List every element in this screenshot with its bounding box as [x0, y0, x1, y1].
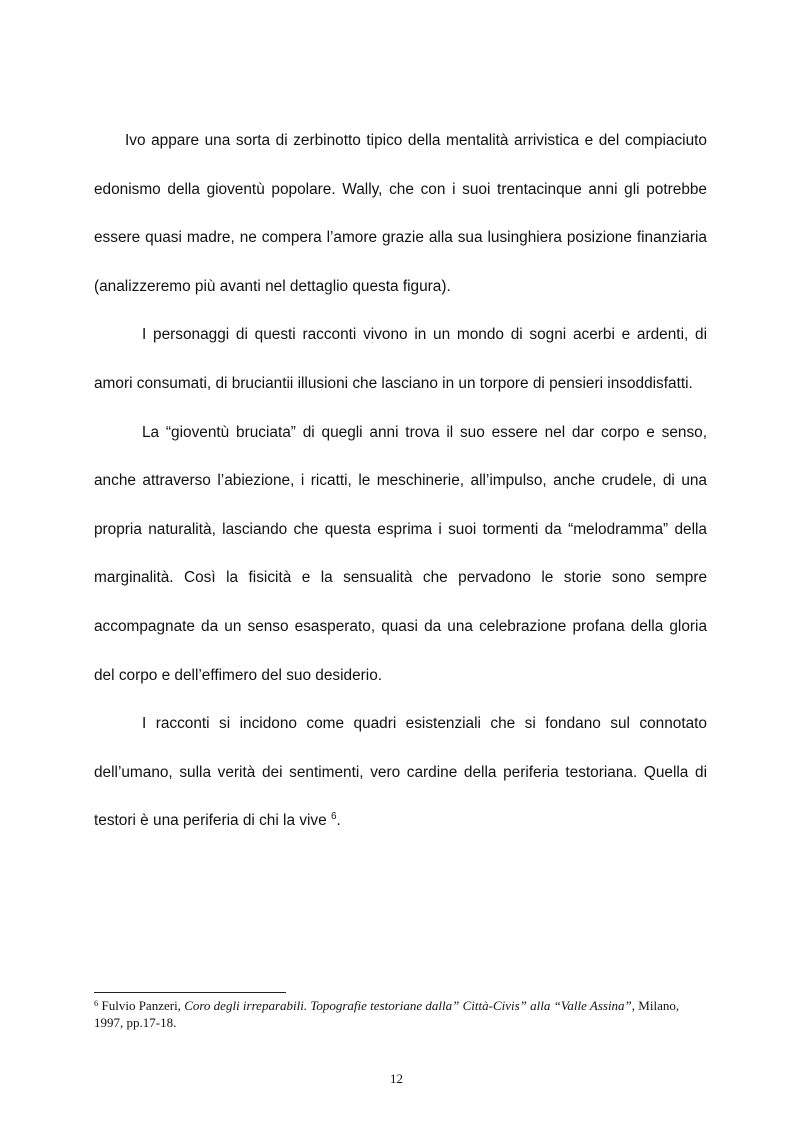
- page-number: 12: [390, 1071, 403, 1086]
- paragraph-4: [94, 700, 707, 846]
- footnote-title: Coro degli irreparabili. Topografie testoriane dalla” Città-Civis” alla “Valle Assina”: [184, 998, 632, 1013]
- paragraph-1: Ivo appare una sorta di zerbinotto tipico della mentalità arrivistica e del compiaciuto edonismo della gioventù popolare. Wally, che con i suoi trentacinque anni gli potrebbe essere quasi madre, ne compera l’amore grazie alla sua lusinghiera posizione finanziaria (analizzeremo più avanti nel dettaglio questa figura).: [94, 132, 707, 295]
- paragraph-4-end: .: [336, 812, 341, 830]
- body-text: [94, 117, 707, 846]
- paragraph-3: La “gioventù bruciata” di quegli anni trova il suo essere nel dar corpo e senso, anche attraverso l’abiezione, i ricatti, le meschinerie, all’impulso, anche crudele, di una propria naturalità, lasciando che questa esprima i suoi tormenti da “melodramma” della marginalità. Così la fisicità e la sensualità che pervadono le storie sono sempre accompagnate da un senso esasperato, quasi da una celebrazione profana della gloria del corpo e dell’effimero del suo desiderio.: [94, 423, 707, 684]
- paragraph-2: I personaggi di questi racconti vivono in un mondo di sogni acerbi e ardenti, di amori consumati, di bruciantii illusioni che lasciano in un torpore di pensieri insoddisfatti.: [94, 326, 707, 392]
- footnote-publication: , Milano, 1997, pp.17-18.: [94, 998, 680, 1030]
- footnote-number: 6: [94, 998, 99, 1008]
- footnote-author: Fulvio Panzeri,: [101, 998, 181, 1013]
- footnote: [94, 997, 707, 1031]
- footnote-reference[interactable]: 6: [330, 811, 337, 823]
- footnote-divider: [94, 992, 286, 993]
- paragraph-4-text: I racconti si incidono come quadri esistenziali che si fondano sul connotato dell’umano, sulla verità dei sentimenti, vero cardine della periferia testoriana. Quella di testori è una periferia di chi la vive: [94, 715, 707, 830]
